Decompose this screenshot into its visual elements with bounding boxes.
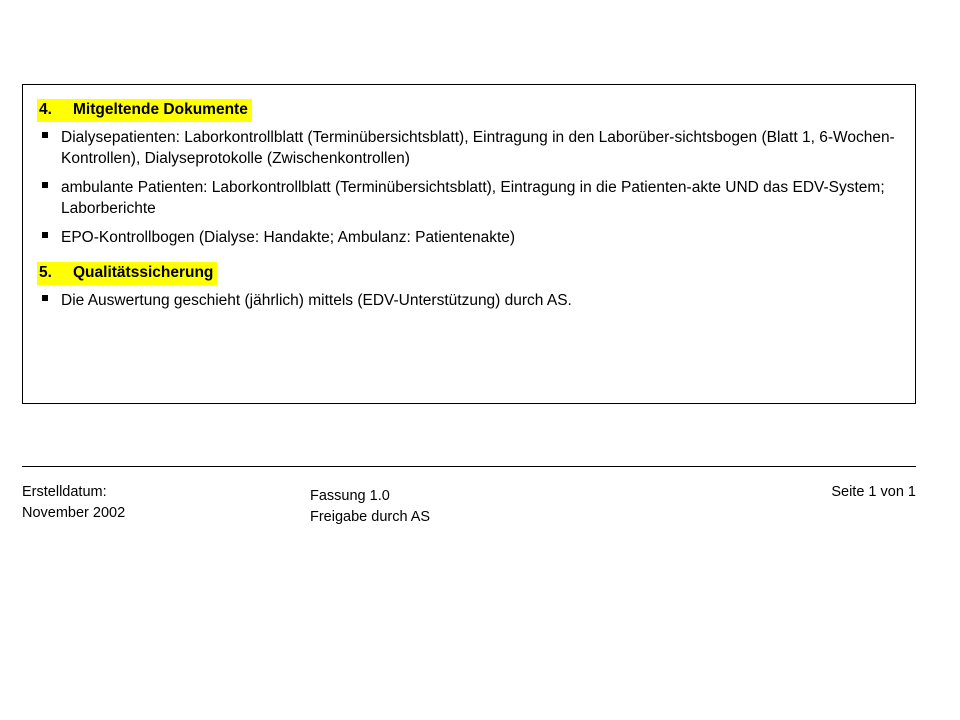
square-bullet-icon xyxy=(42,132,48,138)
footer-created-date: November 2002 xyxy=(22,505,126,522)
section-4-list xyxy=(37,128,901,249)
footer-approval-text: Freigabe durch AS xyxy=(310,509,431,526)
section-heading-4 xyxy=(37,99,252,122)
section-title-5: Qualitätssicherung xyxy=(73,263,214,281)
list-item xyxy=(37,178,901,219)
square-bullet-icon xyxy=(42,295,48,301)
footer-created xyxy=(22,482,302,524)
square-bullet-icon xyxy=(42,232,48,238)
section-number-4: 4. xyxy=(39,101,52,118)
section-title-4: Mitgeltende Dokumente xyxy=(73,101,248,118)
page-footer xyxy=(22,482,916,542)
square-bullet-icon xyxy=(42,182,48,188)
list-item-text: Die Auswertung geschieht (jährlich) mittels (EDV-Unterstützung) durch AS. xyxy=(61,291,572,309)
list-item xyxy=(37,228,901,249)
list-item-text: ambulante Patienten: Laborkontrollblatt (Terminübersichtsblatt), Eintragung in die Patienten-akte UND das EDV-System; Laborberichte xyxy=(61,179,885,217)
footer-page-info: Seite 1 von 1 xyxy=(831,484,916,500)
content-box xyxy=(22,84,916,404)
list-item xyxy=(37,291,901,312)
section-heading-5 xyxy=(37,262,217,285)
section-5-list xyxy=(37,291,901,312)
list-item-text: Dialysepatienten: Laborkontrollblatt (Terminübersichtsblatt), Eintragung in den Laborüber-sichtsbogen (Blatt 1, 6-Wochen-Kontrollen), Dialyseprotokolle (Zwischenkontrollen) xyxy=(61,128,895,167)
section-number-5: 5. xyxy=(39,263,52,281)
footer-version-text: Fassung 1.0 xyxy=(310,488,390,504)
list-item-text: EPO-Kontrollbogen (Dialyse: Handakte; Ambulanz: Patientenakte) xyxy=(61,229,516,247)
footer-divider xyxy=(22,466,916,467)
footer-version xyxy=(310,486,710,528)
footer-created-label: Erstelldatum: xyxy=(22,484,107,500)
list-item xyxy=(37,128,901,169)
